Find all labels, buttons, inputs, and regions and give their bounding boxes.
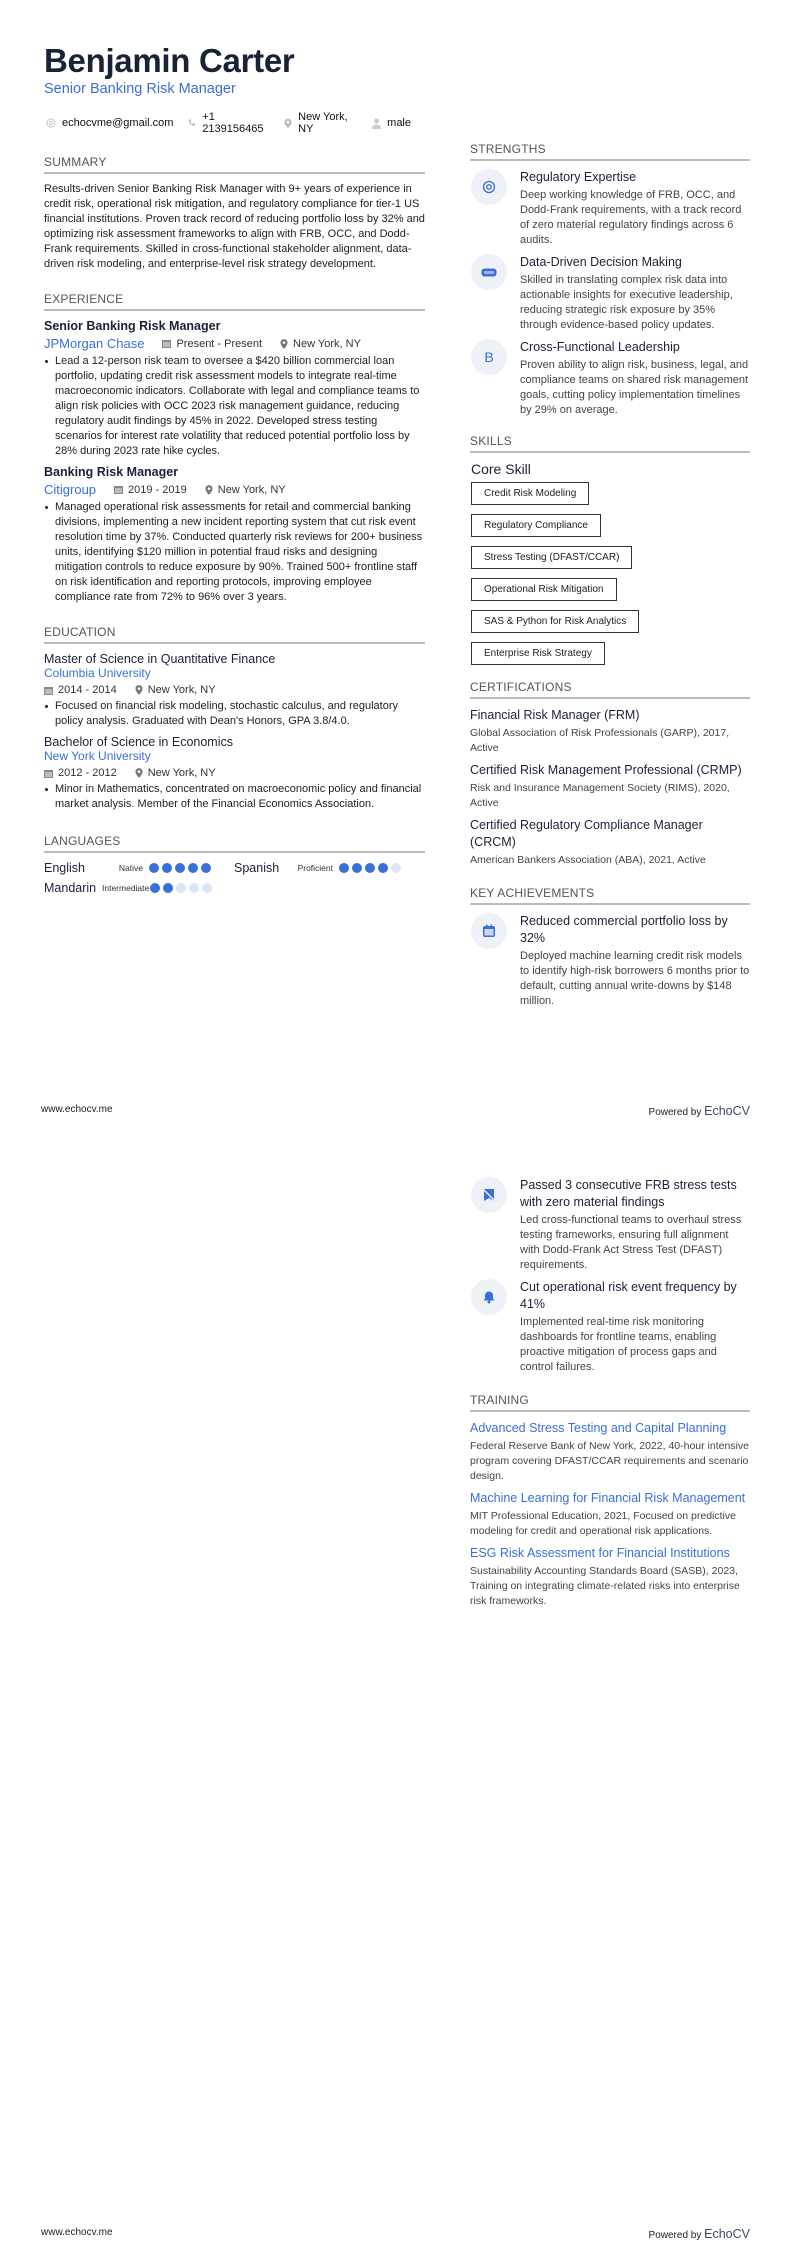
skill-tag: SAS & Python for Risk Analytics: [471, 610, 639, 633]
section-heading: TRAINING: [470, 1393, 750, 1412]
calendar-chart-icon: [471, 913, 507, 949]
calendar-icon: [44, 769, 53, 778]
summary-text: Results-driven Senior Banking Risk Manager with 9+ years of experience in credit risk, operational risk mitigation, and regulatory compliance for tier-1 US financial institutions. Proven track record of reducing portfolio loss by 32% and optimizing risk assessment frameworks to align with FRB, OCC, and Dodd-Frank requirements. Skilled in cross-functional stakeholder alignment, data-driven risk modeling, and enterprise-level risk strategy development.: [44, 183, 425, 270]
section-heading: EDUCATION: [44, 625, 425, 644]
company-name: Citigroup: [44, 482, 97, 497]
section-heading: EXPERIENCE: [44, 292, 425, 311]
training-entry: [470, 1420, 750, 1484]
training-title: ESG Risk Assessment for Financial Institutions: [470, 1546, 730, 1560]
skill-tag: Regulatory Compliance: [471, 514, 601, 537]
education-dates: 2014 - 2014: [44, 684, 117, 696]
strengths-item: [470, 254, 750, 333]
language-level: Proficient: [297, 863, 333, 873]
item-title: Data-Driven Decision Making: [520, 255, 682, 269]
rating-dot: [201, 863, 211, 873]
footer-powered-by: Powered by EchoCV: [648, 1104, 750, 1118]
job-bullet: Managed operational risk assessments for retail and commercial banking divisions, implementing a new incident reporting system that cut risk event resolution time by 37%. Conducted quarterly risk reviews for 200+ business units, identifying $120 million in potential fraud risks and designing mitigation controls to reduce exposure by 90%. Trained 500+ frontline staff on risk identification and reporting protocols, improving employee compliance rate from 72% to 96% over 3 years.: [44, 500, 425, 605]
resume-page-2: [0, 1123, 794, 2246]
education-bullet: Focused on financial risk modeling, stochastic calculus, and regulatory policy analysis. Graduated with Dean's Honors, GPA 3.8/4.0.: [44, 699, 425, 729]
skill-tag: Stress Testing (DFAST/CCAR): [471, 546, 632, 569]
letter-b-icon: [471, 339, 507, 375]
rating-dot: [352, 863, 362, 873]
job-bullet: Lead a 12-person risk team to oversee a $420 billion commercial loan portfolio, updating credit risk assessment models to integrate real-time macroeconomic indicators. Collaborate with legal and compliance teams to align risk policies with OCC 2023 risk management guidance, reducing regulatory audit findings by 45% in 2022. Developed stress testing scenarios for interest rate volatility that reduced potential portfolio loss by 28% during 2023 rate hike cycles.: [44, 354, 425, 459]
item-title: Reduced commercial portfolio loss by 32%: [520, 914, 728, 945]
rating-dot: [365, 863, 375, 873]
left-column: [44, 42, 425, 895]
brand-logo: EchoCV: [704, 2227, 750, 2241]
right-column: [470, 142, 750, 1009]
calendar-icon: [114, 485, 123, 494]
brand-logo: EchoCV: [704, 1104, 750, 1118]
footer-powered-by: Powered by EchoCV: [648, 2227, 750, 2241]
language-level: Intermediate: [102, 883, 150, 893]
calendar-icon: [162, 339, 171, 348]
language-item: [234, 861, 424, 875]
languages-section: [44, 834, 425, 895]
rating-dot: [149, 863, 159, 873]
contact-gender: male: [372, 117, 411, 129]
job-location: New York, NY: [280, 338, 361, 350]
training-title: Advanced Stress Testing and Capital Planning: [470, 1421, 727, 1435]
school-name: Columbia University: [44, 666, 151, 680]
summary-section: [44, 155, 425, 272]
item-description: Proven ability to align risk, business, legal, and compliance teams on shared risk management goals, cutting policy implementation timelines by 29% on average.: [520, 359, 749, 416]
section-heading: STRENGTHS: [470, 142, 750, 161]
education-section: [44, 625, 425, 812]
at-icon: [471, 169, 507, 205]
rating-dot: [150, 883, 160, 893]
education-bullet: Minor in Mathematics, concentrated on macroeconomic policy and financial market analysis. Member of the Financial Economics Association.: [44, 782, 425, 812]
section-heading: SKILLS: [470, 434, 750, 453]
item-description: Skilled in translating complex risk data into actionable insights for executive leadership, reducing strategic risk exposure by 35% through evidence-based policy updates.: [520, 274, 733, 331]
section-heading: KEY ACHIEVEMENTS: [470, 886, 750, 905]
location-pin-icon: [284, 118, 292, 129]
training-entry: [470, 1490, 750, 1539]
certification-details: Global Association of Risk Professionals (GARP), 2017, Active: [470, 727, 730, 754]
certification-details: American Bankers Association (ABA), 2021, Active: [470, 854, 706, 866]
certification-details: Risk and Insurance Management Society (RIMS), 2020, Active: [470, 782, 730, 809]
skill-list: [470, 482, 750, 674]
certifications-section: [470, 680, 750, 868]
job-entry: [44, 465, 425, 605]
achievements-section: [470, 886, 750, 1009]
training-title: Machine Learning for Financial Risk Management: [470, 1491, 746, 1505]
candidate-name: Benjamin Carter: [44, 42, 295, 79]
certification-entry: [470, 707, 750, 756]
rating-dot: [189, 883, 199, 893]
achievements-item: [470, 1279, 750, 1375]
language-level: Native: [118, 863, 143, 873]
job-title: Senior Banking Risk Manager: [44, 319, 221, 333]
school-name: New York University: [44, 749, 151, 763]
rating-dot: [339, 863, 349, 873]
rating-dot: [391, 863, 401, 873]
location-pin-icon: [135, 768, 143, 778]
battery-icon: [471, 254, 507, 290]
item-title: Regulatory Expertise: [520, 170, 637, 184]
rating-dot: [175, 863, 185, 873]
rating-dot: [378, 863, 388, 873]
phone-icon: [187, 118, 196, 128]
training-details: Federal Reserve Bank of New York, 2022, 40-hour intensive program covering DFAST/CCAR requirements and scenario design.: [470, 1440, 749, 1482]
experience-section: [44, 292, 425, 605]
training-details: Sustainability Accounting Standards Board (SASB), 2023, Training on integrating climate-related risks into enterprise risk frameworks.: [470, 1565, 740, 1607]
education-location: New York, NY: [135, 684, 216, 696]
rating-dot: [162, 863, 172, 873]
item-description: Implemented real-time risk monitoring dashboards for frontline teams, enabling proactive mitigation of process gaps and control failures.: [520, 1316, 717, 1373]
strengths-item: [470, 169, 750, 248]
language-name: English: [44, 861, 85, 875]
flag-off-icon: [471, 1177, 507, 1213]
job-title: Banking Risk Manager: [44, 465, 179, 479]
degree: Master of Science in Quantitative Finance: [44, 652, 276, 666]
calendar-icon: [44, 686, 53, 695]
section-heading: SUMMARY: [44, 155, 425, 174]
job-meta: [44, 482, 425, 497]
achievements-item: [470, 913, 750, 1009]
language-name: Mandarin: [44, 881, 97, 895]
language-item: [44, 881, 234, 895]
footer-website[interactable]: www.echocv.me: [41, 1104, 113, 1115]
education-entry: [44, 652, 425, 729]
contact-phone[interactable]: +1 2139156465: [187, 111, 270, 135]
achievements-item: [470, 1177, 750, 1273]
training-section: [470, 1393, 750, 1609]
skill-group-title: Core Skill: [471, 461, 531, 477]
location-pin-icon: [280, 339, 288, 349]
rating-dot: [202, 883, 212, 893]
education-location: New York, NY: [135, 767, 216, 779]
rating-dot: [163, 883, 173, 893]
education-meta: [44, 684, 425, 696]
education-meta: [44, 767, 425, 779]
certification-entry: [470, 817, 750, 868]
job-meta: [44, 336, 425, 351]
item-description: Led cross-functional teams to overhaul stress testing frameworks, ensuring full alignment with Dodd-Frank Act Stress Test (DFAST) requirements.: [520, 1214, 742, 1271]
strengths-item: [470, 339, 750, 418]
section-heading: LANGUAGES: [44, 834, 425, 853]
training-details: MIT Professional Education, 2021, Focused on predictive modeling for credit and operational risk applications.: [470, 1510, 736, 1537]
strengths-section: [470, 142, 750, 418]
right-column: [470, 1171, 750, 1609]
rating-dot: [176, 883, 186, 893]
job-dates: 2019 - 2019: [114, 484, 187, 496]
degree: Bachelor of Science in Economics: [44, 735, 233, 749]
skills-section: [470, 434, 750, 674]
contact-row: [46, 111, 425, 135]
rating-dot: [188, 863, 198, 873]
bell-icon: [471, 1279, 507, 1315]
certification-title: Financial Risk Manager (FRM): [470, 708, 640, 722]
education-entry: [44, 735, 425, 812]
svg-text:B: B: [484, 350, 494, 364]
skill-tag: Operational Risk Mitigation: [471, 578, 617, 601]
language-name: Spanish: [234, 861, 280, 875]
item-description: Deployed machine learning credit risk models to identify high-risk borrowers 6 months prior to default, cutting annual write-downs by $148 million.: [520, 950, 750, 1007]
certification-entry: [470, 762, 750, 811]
skill-tag: Enterprise Risk Strategy: [471, 642, 605, 665]
item-title: Passed 3 consecutive FRB stress tests with zero material findings: [520, 1178, 737, 1209]
contact-email[interactable]: echocvme@gmail.com: [46, 117, 173, 129]
certification-title: Certified Risk Management Professional (CRMP): [470, 763, 742, 777]
footer-website[interactable]: www.echocv.me: [41, 2227, 113, 2238]
language-list: [44, 861, 425, 895]
job-entry: [44, 319, 425, 459]
email-icon: [46, 118, 56, 128]
location-pin-icon: [205, 485, 213, 495]
location-pin-icon: [135, 685, 143, 695]
training-entry: [470, 1545, 750, 1609]
job-dates: Present - Present: [162, 338, 262, 350]
item-description: Deep working knowledge of FRB, OCC, and Dodd-Frank requirements, with a track record of zero material regulatory findings across 6 audits.: [520, 189, 742, 246]
item-title: Cut operational risk event frequency by 41%: [520, 1280, 737, 1311]
job-location: New York, NY: [205, 484, 286, 496]
education-dates: 2012 - 2012: [44, 767, 117, 779]
contact-location: New York, NY: [284, 111, 358, 135]
language-item: [44, 861, 234, 875]
person-icon: [372, 118, 381, 129]
skill-tag: Credit Risk Modeling: [471, 482, 589, 505]
certification-title: Certified Regulatory Compliance Manager (CRCM): [470, 818, 703, 849]
item-title: Cross-Functional Leadership: [520, 340, 680, 354]
candidate-title: Senior Banking Risk Manager: [44, 81, 236, 97]
company-name: JPMorgan Chase: [44, 336, 145, 351]
section-heading: CERTIFICATIONS: [470, 680, 750, 699]
